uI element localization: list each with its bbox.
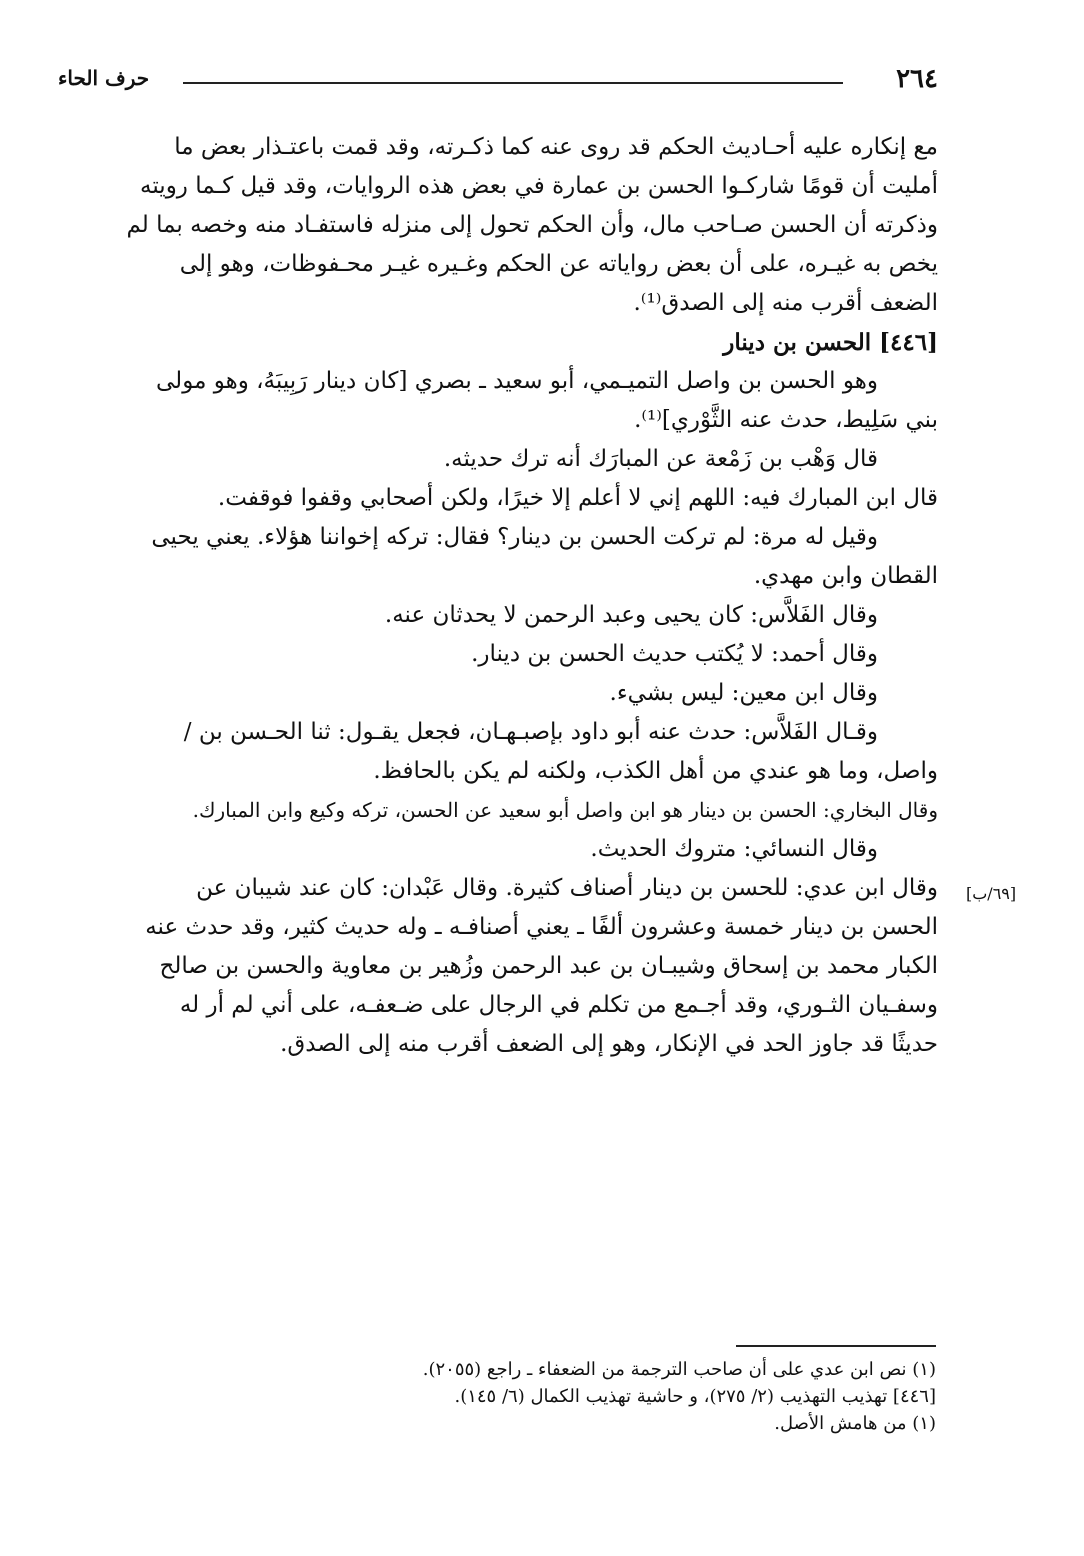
entry-line: وقال ابن عدي: للحسن بن دينار أصناف كثيرة. وقال عَبْدان: كان عند شيبان عن <box>196 875 938 901</box>
footnote: [٤٤٦] تهذيب التهذيب (٢/ ٢٧٥)، و حاشية تهذيب الكمال (٦/ ١٤٥). <box>454 1386 936 1407</box>
entry-line: وقال ابن معين: ليس بشيء. <box>609 680 878 706</box>
body-line: يخص به غيـره، على أن بعض رواياته عن الحكم وغـيره غيـر محـفوظات، وهو إلى <box>179 251 938 277</box>
entry-line: وقال أحمد: لا يُكتب حديث الحسن بن دينار. <box>471 641 878 667</box>
footnote-rule <box>736 1345 936 1347</box>
body-line: وذكرته أن الحسن صـاحب مال، وأن الحكم تحول إلى منزله فاستفـاد منه وخصه بما لم <box>126 212 938 238</box>
entry-line: القطان وابن مهدي. <box>753 563 938 589</box>
entry-line: قال ابن المبارك فيه: اللهم إني لا أعلم إلا خيرًا، ولكن أصحابي وقفوا فوقفت. <box>217 485 938 511</box>
entry-line: وقال الفَلاَّس: كان يحيى وعبد الرحمن لا يحدثان عنه. <box>384 602 878 628</box>
footnote: (١) من هامش الأصل. <box>774 1413 936 1434</box>
folio-margin-note: [٦٩/ب] <box>966 884 1017 903</box>
entry-line: وهو الحسن بن واصل التميـمي، أبو سعيد ـ بصري [كان دينار رَبِيبَهُ، وهو مولى <box>156 368 878 394</box>
body-line: الضعف أقرب منه إلى الصدق⁽¹⁾. <box>633 290 938 316</box>
entry-line: وقيل له مرة: لم تركت الحسن بن دينار؟ فقال: تركه إخواننا هؤلاء. يعني يحيى <box>151 524 878 550</box>
footnotes <box>136 1356 936 1437</box>
body-line: مع إنكاره عليه أحـاديث الحكم قد روى عنه كما ذكـرته، وقد قمت باعتـذار بعض ما <box>174 134 938 160</box>
entry-line: بني سَلِيط، حدث عنه الثَّوْري]⁽¹⁾. <box>634 407 938 433</box>
entry-line: وقال البخاري: الحسن بن دينار هو ابن واصل أبو سعيد عن الحسن، تركه وكيع وابن المبارك. <box>192 798 938 822</box>
entry-line: الحسن بن دينار خمسة وعشرون ألفًا ـ يعني أصنافـه ـ وله حديث كثير، وقد حدث عنه <box>145 914 938 940</box>
entry-line: وسفـيان الثـوري، وقد أجـمع من تكلم في الرجال على ضـعفـه، على أني لم أر له <box>179 992 938 1018</box>
page-body <box>58 128 938 1064</box>
running-header <box>58 64 938 100</box>
entry-line: حديثًا قد جاوز الحد في الإنكار، وهو إلى الضعف أقرب منه إلى الصدق. <box>280 1031 938 1057</box>
section-title: حرف الحاء <box>58 66 150 90</box>
entry-line: الكبار محمد بن إسحاق وشيبـان بن عبد الرحمن وزُهير بن معاوية والحسن بن صالح <box>159 953 938 979</box>
entry-line: قال وَهْب بن زَمْعة عن المبارَك أنه ترك حديثه. <box>443 446 878 472</box>
footnote: (١) نص ابن عدي على أن صاحب الترجمة من الضعفاء ـ راجع (٢٠٥٥). <box>422 1359 936 1380</box>
entry-line: وقال النسائي: متروك الحديث. <box>590 836 878 862</box>
entry-line: وقـال الفَلاَّس: حدث عنه أبو داود بإصبـهـان، فجعل يقـول: ثنا الحـسن بن / <box>183 719 878 745</box>
body-line: أمليت أن قومًا شاركـوا الحسن بن عمارة في بعض هذه الروايات، وقد قيل كـما رويته <box>140 173 938 199</box>
header-rule <box>183 82 843 84</box>
page-number: ٢٦٤ <box>896 64 938 94</box>
entry-heading: [٤٤٦] الحسن بن دينار <box>723 329 938 356</box>
entry-line: واصل، وما هو عندي من أهل الكذب، ولكنه لم يكن بالحافظ. <box>373 758 938 784</box>
